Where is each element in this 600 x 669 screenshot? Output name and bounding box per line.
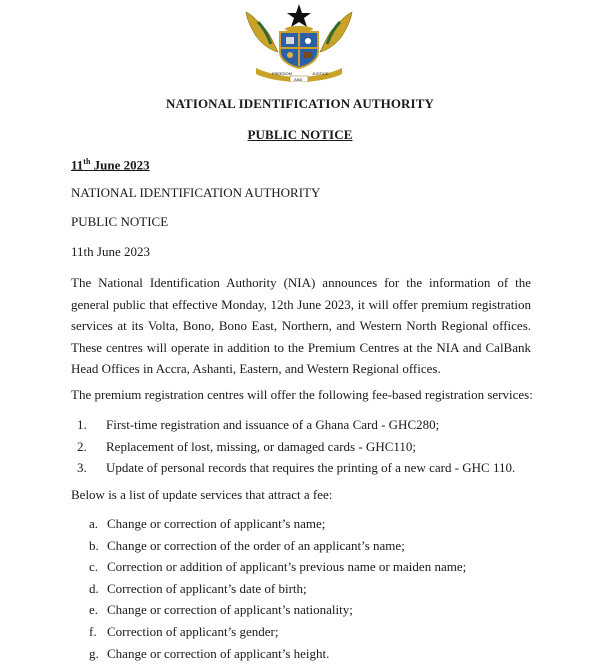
item-text: First-time registration and issuance of a Ghana Card - GHC280; — [106, 417, 440, 432]
item-text: Change or correction of applicant’s height. — [107, 645, 330, 661]
page-title: NATIONAL IDENTIFICATION AUTHORITY — [166, 96, 434, 111]
item-text: Correction or addition of applicant’s previous name or maiden name; — [107, 559, 467, 575]
item-number: 3. — [77, 460, 87, 475]
item-letter: b. — [89, 537, 99, 553]
crest-motto-bottom: AND — [294, 77, 303, 82]
crest-motto-right: JUSTICE — [312, 71, 329, 76]
page-subtitle: PUBLIC NOTICE — [247, 127, 353, 142]
notice-date — [71, 157, 150, 173]
crest-motto-left: FREEDOM — [272, 71, 292, 76]
services-intro: The premium registration centres will offer the following fee-based registration services: — [71, 387, 533, 402]
repeat-notice: PUBLIC NOTICE — [71, 214, 169, 229]
item-letter: g. — [89, 645, 99, 661]
updates-intro: Below is a list of update services that attract a fee: — [71, 487, 333, 502]
date-day: 11 — [71, 157, 84, 173]
item-text: Update of personal records that requires the printing of a new card - GHC 110. — [106, 460, 516, 475]
item-number: 2. — [77, 438, 87, 454]
ghana-coat-of-arms-icon — [238, 0, 360, 82]
item-number: 1. — [77, 417, 87, 432]
item-text: Change or correction of applicant’s nationality; — [107, 602, 353, 618]
date-suffix: th — [83, 157, 91, 166]
item-letter: d. — [89, 580, 99, 596]
repeat-date: 11th June 2023 — [71, 244, 150, 259]
item-letter: a. — [89, 516, 99, 531]
item-letter: f. — [89, 623, 97, 639]
date-rest: June 2023 — [90, 157, 150, 173]
repeat-title: NATIONAL IDENTIFICATION AUTHORITY — [71, 185, 321, 200]
item-text: Correction of applicant’s date of birth; — [107, 580, 307, 596]
item-text: Change or correction of the order of an applicant’s name; — [107, 537, 405, 553]
item-text: Correction of applicant’s gender; — [107, 623, 279, 639]
announcement-paragraph: The National Identification Authority (NIA) announces for the information of the general public that effective Monday, 12th June 2023, it will offer premium registration services at its Volta, Bono, Bono East, Northern, and Western North Regional offices. These centres will operate in addition to the Premium Centres at the NIA and CalBank Head Offices in Accra, Ashanti, Eastern, and Western Regional offices. — [71, 275, 531, 376]
item-text: Replacement of lost, missing, or damaged cards - GHC110; — [106, 438, 417, 454]
item-text: Change or correction of applicant’s name; — [107, 516, 326, 531]
item-letter: c. — [89, 559, 99, 575]
item-letter: e. — [89, 602, 99, 618]
